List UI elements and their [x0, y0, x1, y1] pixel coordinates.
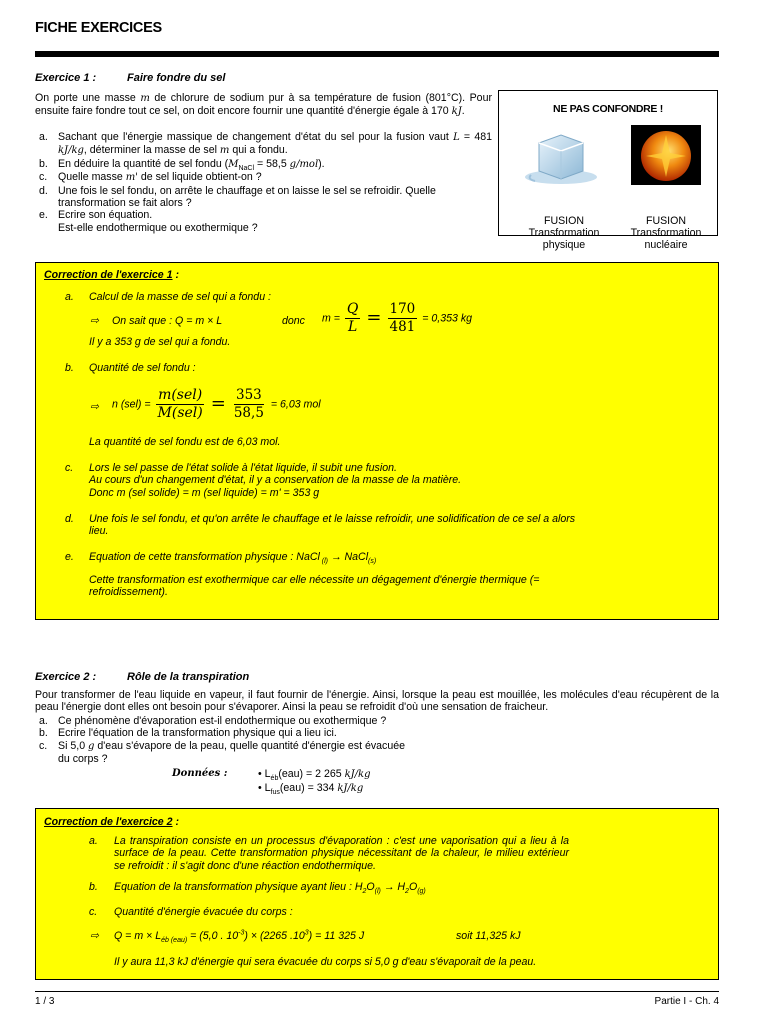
exercise-1-title: Faire fondre du sel — [127, 72, 226, 84]
d1-sub: éb — [270, 775, 279, 783]
corr2-c-text-4: ) = 11 325 J — [308, 930, 365, 942]
donnees-line-2 — [258, 782, 363, 795]
ex1-qc-letter: c. — [39, 171, 48, 184]
correction-2-heading — [44, 816, 179, 828]
warning-box — [498, 90, 718, 252]
corr1-e-text-2: NaCl — [344, 551, 369, 563]
ex1-qb-M: M — [228, 158, 239, 170]
caption-right-line2: Transformation — [630, 227, 702, 240]
ex1-qe-text: Ecrire son équation. — [58, 209, 153, 222]
ex1-qc-text-2: de sel liquide obtient-on ? — [137, 171, 262, 184]
ex1-intro-kj: kJ — [451, 106, 462, 118]
caption-right-line1: FUSION — [645, 215, 687, 227]
corr1-b-title: Quantité de sel fondu : — [89, 362, 196, 374]
fraction-353-over-58-5 — [232, 387, 266, 422]
ex1-qa-unit: kJ/kg — [58, 145, 84, 157]
correction-1-heading — [44, 269, 179, 281]
corr2-c-kj: soit 11,325 kJ — [456, 930, 521, 942]
header-rule — [35, 51, 719, 57]
ex1-qd-letter: d. — [39, 184, 48, 197]
corr1-b-letter: b. — [65, 362, 74, 374]
ex2-question-c — [35, 740, 635, 766]
exercise-1-questions — [35, 131, 492, 234]
corr2-b-letter: b. — [89, 881, 98, 893]
d2-pre: • L — [258, 782, 271, 794]
ex2-qc-g: g — [88, 740, 95, 752]
corr2-b-text-2: O — [366, 881, 375, 893]
ex2-qc-letter: c. — [39, 739, 48, 752]
exercise-1-label: Exercice 1 : — [35, 72, 97, 84]
ex1-intro-text-2: de chlorure de sodium pur à sa température de fusion (801°C). Pour ensuite faire fondre tout ce sel, on doit encore fournir une quantité d'énergie égale à 170 — [35, 92, 492, 118]
ex1-qd-text: Une fois le sel fondu, on arrête le chauffage et on laisse le sel se refroidir. Quelle transformation se fait alors ? — [58, 184, 436, 210]
corr1-a-title: Calcul de la masse de sel qui a fondu : — [89, 291, 271, 303]
frac-num: Q — [346, 301, 359, 317]
arrow-icon: → — [380, 881, 398, 893]
frac-num: 353 — [235, 387, 262, 403]
warning-heading: NE PAS CONFONDRE ! — [553, 103, 663, 115]
arrow-right-icon: ⇨ — [90, 930, 99, 942]
frac-den: 481 — [389, 319, 416, 335]
d2-sub: fus — [270, 789, 280, 797]
fusion-nucleaire-caption — [621, 215, 711, 252]
corr1-a-formula: m = $\frac{Q}{L}$ = $\frac{170}{481}$ = 0,353 kg — [322, 301, 473, 335]
corr2-c-sup1: -3 — [238, 929, 245, 937]
ex1-qa-m: m — [219, 145, 230, 157]
arrow-icon: → — [328, 551, 345, 563]
donnees-line-1 — [258, 768, 371, 781]
corr1-a-conclusion: Il y a 353 g de sel qui a fondu. — [89, 336, 231, 348]
ex1-question-b — [35, 158, 492, 171]
ex1-qe-text-2: Est-elle endothermique ou exothermique ? — [58, 221, 258, 234]
corr1-e-sub2: (s) — [368, 558, 377, 566]
ex1-qb-sub: NaCl — [238, 164, 255, 172]
frac-den: M(sel) — [157, 405, 203, 421]
d1-pre: • L — [258, 768, 271, 780]
corr2-c-title: Quantité d'énergie évacuée du corps : — [114, 906, 293, 918]
d1-unit: kJ/kg — [344, 769, 371, 780]
corr2-c-calculation — [114, 929, 365, 945]
corr1-c-letter: c. — [65, 462, 74, 474]
corr1-c-line1: Lors le sel passe de l'état solide à l'état liquide, il subit une fusion. — [89, 462, 397, 474]
caption-left-line2: Transformation — [528, 227, 600, 240]
sun-image — [631, 125, 701, 185]
exercise-2-questions — [35, 715, 635, 766]
exercise-2-heading — [35, 671, 335, 683]
correction-1-box — [35, 262, 719, 620]
ex1-question-a — [35, 131, 492, 158]
arrow-right-icon: ⇨ — [90, 401, 99, 413]
footer-rule — [35, 991, 719, 992]
ex1-question-e — [35, 209, 492, 234]
page-number: 1 / 3 — [35, 996, 55, 1007]
corr1-c-line3: Donc m (sel solide) = m (sel liquide) = m' = 353 g — [89, 486, 320, 499]
corr1-a-m-eq: m = — [322, 312, 340, 325]
corr2-b-text-4: O — [408, 881, 418, 893]
ex2-qa-letter: a. — [39, 715, 48, 727]
corr1-b-result: = 6,03 mol — [270, 398, 321, 411]
corr2-a-letter: a. — [89, 835, 98, 847]
ex2-qb-letter: b. — [39, 727, 48, 740]
ex1-qc-m: m' — [125, 172, 138, 184]
exercise-2-label: Exercice 2 : — [35, 671, 97, 683]
corr2-b-text-3: H — [397, 881, 406, 893]
fraction-170-over-481 — [388, 301, 418, 336]
ex2-question-b — [35, 727, 635, 739]
ex1-qa-text-4: qui a fondu. — [229, 144, 288, 157]
arrow-right-icon: ⇨ — [90, 315, 99, 327]
ex2-qc-text-2: d'eau s'évapore de la peau, quelle quantité d'énergie est évacuée — [94, 739, 406, 752]
ex1-intro-text: On porte une masse — [35, 92, 141, 104]
correction-1-title: Correction de l'exercice 1 — [44, 269, 173, 281]
exercise-1-statement — [35, 92, 492, 119]
exercise-1-heading — [35, 72, 335, 84]
corr2-c-text-2: = (5,0 . 10 — [187, 930, 239, 942]
exercise-2-statement: Pour transformer de l'eau liquide en vapeur, il faut fournir de l'énergie. Ainsi, lorsque la peau est mouillée, les molécules d'eau récupèrent de la peau l'énergie dont elles ont besoin pour s'évaporer. Ainsi la peau se refroidit d'où une sensation de fraicheur. — [35, 689, 719, 714]
corr2-b-sub: 2 — [362, 888, 367, 896]
ex1-qb-text-2: = 58,5 — [254, 157, 290, 170]
ex1-qb-unit: g/mol — [289, 158, 319, 170]
correction-2-box — [35, 808, 719, 980]
fusion-physique-caption — [519, 215, 609, 252]
corr2-a-text: La transpiration consiste en un processus d'évaporation : c'est une vaporisation qui a lieu à la surface de la peau. Cette transformation physique nécessitant de la chaleur, le milieu extérieur se refroidit : il s'agit donc d'une réaction endothermique. — [114, 835, 569, 872]
corr1-e-letter: e. — [65, 551, 74, 563]
ex1-question-d — [35, 185, 492, 210]
fraction-q-over-l — [345, 301, 360, 336]
corr1-e-explanation: Cette transformation est exothermique car elle nécessite un dégagement d'énergie thermique (= refroidissement). — [89, 574, 540, 599]
corr2-b-sub-l: (l) — [374, 888, 381, 896]
ex2-qb-text: Ecrire l'équation de la transformation physique qui a lieu ici. — [58, 727, 337, 740]
correction-2-colon: : — [172, 816, 180, 828]
corr2-c-sub: éb (eau) — [161, 937, 188, 945]
ex2-question-a — [35, 715, 635, 727]
corr1-e-text: Equation de cette transformation physique : NaCl — [89, 551, 320, 563]
frac-num: 170 — [389, 301, 416, 317]
corr1-d-letter: d. — [65, 513, 74, 525]
corr1-c-block — [89, 462, 699, 499]
ex1-question-c — [35, 171, 492, 184]
ex1-qe-letter: e. — [39, 209, 48, 222]
corr2-c-letter: c. — [89, 906, 98, 918]
corr2-b-sub-g: (g) — [417, 888, 426, 896]
corr1-b-n: n (sel) = — [112, 398, 151, 411]
ex1-qb-text: En déduire la quantité de sel fondu ( — [58, 157, 229, 170]
fraction-m-over-M — [156, 387, 205, 422]
corr1-a-letter: a. — [65, 291, 74, 303]
corr2-c-text: Q = m × L — [114, 930, 162, 942]
corr2-b-equation — [114, 881, 426, 896]
d2-unit: kJ/kg — [337, 783, 364, 794]
corr1-a-known: On sait que : Q = m × L — [112, 315, 223, 327]
corr1-d-text: Une fois le sel fondu, et qu'on arrête le chauffage et le laisse refroidir, une solidification de ce sel a alors lieu. — [89, 513, 576, 538]
corr2-c-conclusion: Il y aura 11,3 kJ d'énergie qui sera évacuée du corps si 5,0 g d'eau s'évaporait de la peau. — [114, 956, 537, 968]
correction-1-colon: : — [172, 269, 180, 281]
corr1-a-result: = 0,353 kg — [422, 312, 473, 325]
ex1-qa-text-2: = 481 — [459, 131, 493, 143]
ex1-qb-letter: b. — [39, 157, 48, 170]
corr2-c-sup2: 3 — [304, 929, 309, 937]
chapter-label: Partie I - Ch. 4 — [654, 996, 719, 1007]
corr1-e-equation — [89, 551, 377, 566]
ex2-qc-text-3: du corps ? — [58, 753, 108, 766]
donnees-label: Données : — [172, 768, 228, 779]
exercise-2-title: Rôle de la transpiration — [127, 671, 250, 683]
ex1-intro-m: m — [140, 93, 150, 104]
correction-2-title: Correction de l'exercice 2 — [44, 816, 173, 828]
ex1-intro-end: . — [461, 105, 465, 118]
ex2-qa-text: Ce phénomène d'évaporation est-il endothermique ou exothermique ? — [58, 715, 387, 727]
corr1-b-formula: n (sel) = $\frac{\text{m(sel)}}{\text{M(sel)}}$ = $\frac{353}{58,5}$ = 6,03 mol — [112, 387, 321, 421]
d1-post: (eau) = 2 265 — [278, 768, 345, 780]
caption-left-line3: physique — [542, 239, 586, 252]
frac-den: 58,5 — [233, 405, 264, 421]
corr2-c-text-3: ) × (2265 .10 — [244, 930, 305, 942]
ex1-qc-text: Quelle masse — [58, 171, 126, 184]
corr1-b-conclusion: La quantité de sel fondu est de 6,03 mol. — [89, 436, 281, 448]
ex1-qb-text-3: ). — [318, 157, 325, 170]
ice-cube-image — [521, 125, 601, 185]
corr1-a-donc: donc — [282, 315, 305, 327]
corr1-c-line2: Au cours d'un changement d'état, il y a conservation de la masse de la matière. — [89, 474, 462, 487]
d2-post: (eau) = 334 — [279, 782, 338, 794]
ex2-qc-text: Si 5,0 — [58, 739, 89, 752]
caption-left-line1: FUSION — [543, 215, 585, 227]
ex1-qa-text: Sachant que l'énergie massique de changement d'état du sel pour la fusion vaut — [58, 131, 454, 143]
page-title: FICHE EXERCICES — [35, 20, 162, 36]
ex1-qa-text-3: , déterminer la masse de sel — [83, 144, 220, 157]
frac-num: m(sel) — [158, 387, 203, 403]
corr2-b-sub-2: 2 — [405, 888, 409, 896]
caption-right-line3: nucléaire — [644, 239, 688, 252]
ex1-qa-letter: a. — [39, 131, 48, 143]
corr1-e-sub1: (l) — [319, 558, 329, 566]
corr2-b-text: Equation de la transformation physique ayant lieu : H — [114, 881, 363, 893]
ex1-qa-L: L — [453, 132, 460, 143]
frac-den: L — [348, 319, 358, 335]
